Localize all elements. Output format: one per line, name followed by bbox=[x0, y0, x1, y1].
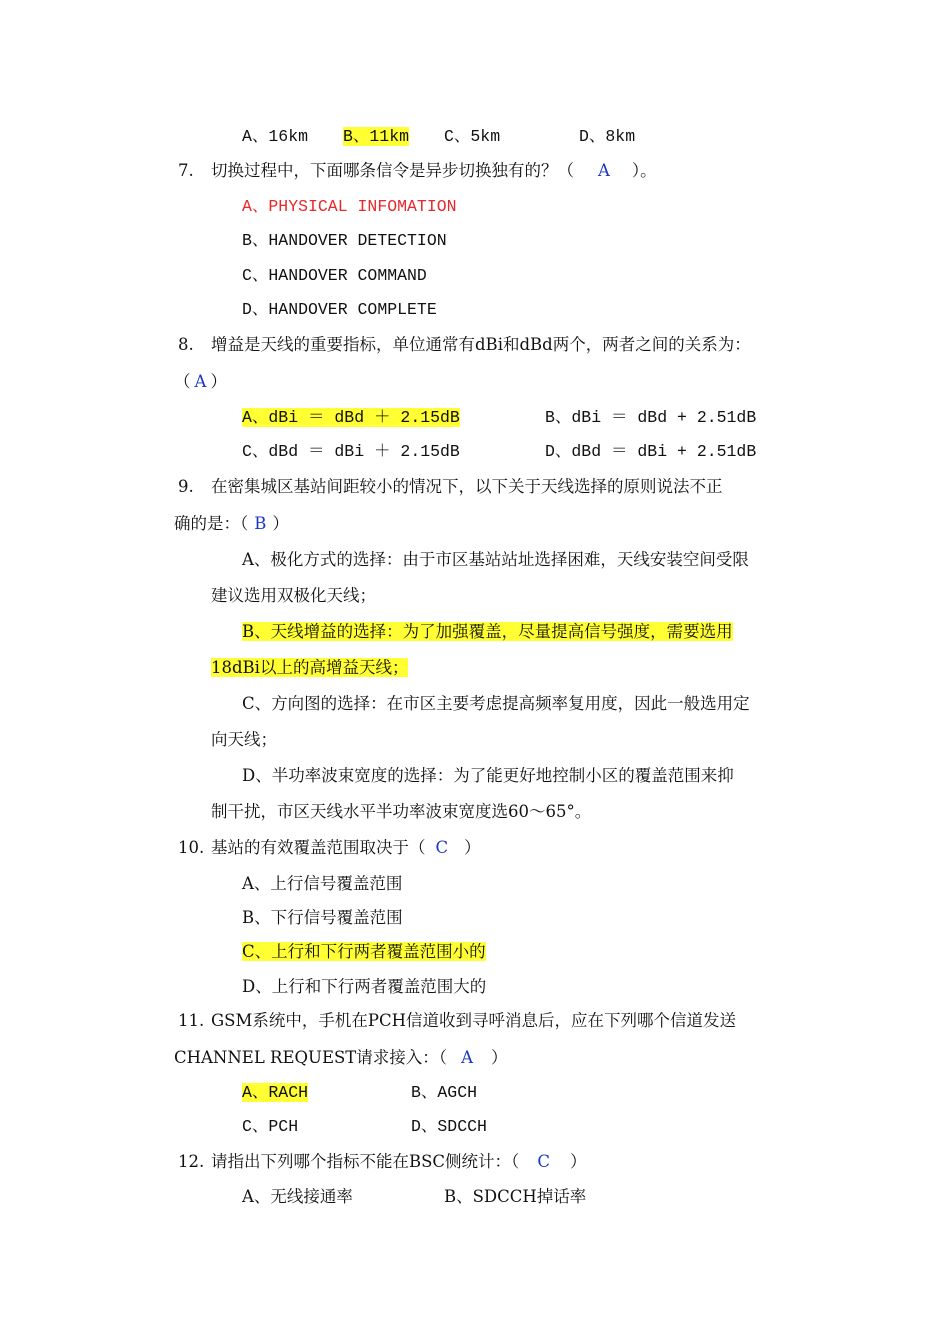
question-9-option-b-line2-correct bbox=[211, 657, 408, 679]
question-10-option-b: B、下行信号覆盖范围 bbox=[242, 908, 403, 927]
question-11-option-b: B、AGCH bbox=[411, 1083, 478, 1102]
question-7-stem bbox=[211, 160, 657, 182]
paren-close: ） bbox=[210, 372, 227, 391]
highlight: 18dBi以上的高增益天线； bbox=[211, 658, 409, 677]
question-9-option-d-line2: 制干扰，市区天线水平半功率波束宽度选60～65°。 bbox=[211, 802, 592, 821]
question-9-option-c-line1: C、方向图的选择：在市区主要考虑提高频率复用度，因此一般选用定 bbox=[242, 694, 750, 713]
highlight: B、11km bbox=[343, 127, 410, 146]
stem-text: 请指出下列哪个指标不能在BSC侧统计：（ bbox=[211, 1152, 520, 1171]
question-7-option-c: C、HANDOVER COMMAND bbox=[242, 266, 427, 285]
question-7-option-a: A、PHYSICAL INFOMATION bbox=[242, 197, 457, 216]
question-12-option-b: B、SDCCH掉话率 bbox=[444, 1187, 587, 1206]
stem-end: ） bbox=[464, 838, 481, 857]
question-9-stem-line2 bbox=[174, 513, 289, 535]
question-8-option-c: C、dBd ＝ dBi ＋ 2.15dB bbox=[242, 442, 460, 461]
question-8-stem: 增益是天线的重要指标，单位通常有dBi和dBd两个，两者之间的关系为： bbox=[211, 335, 751, 354]
question-11-option-a-correct bbox=[242, 1082, 308, 1104]
stem-text: 切换过程中，下面哪条信令是异步切换独有的？（ bbox=[211, 161, 574, 180]
question-9-option-b-line1-correct bbox=[242, 621, 733, 643]
question-7-number: 7. bbox=[178, 161, 194, 180]
question-10-option-a: A、上行信号覆盖范围 bbox=[242, 874, 403, 893]
question-9-option-a-line1: A、极化方式的选择：由于市区基站站址选择困难，天线安装空间受限 bbox=[242, 550, 749, 569]
question-12-number: 12. bbox=[178, 1152, 205, 1171]
question-11-option-c: C、PCH bbox=[242, 1117, 299, 1136]
question-7-option-b: B、HANDOVER DETECTION bbox=[242, 231, 447, 250]
question-8-option-b: B、dBi ＝ dBd + 2.51dB bbox=[545, 408, 757, 427]
question-8-answer-line bbox=[174, 371, 227, 393]
answer-letter: B bbox=[254, 514, 267, 533]
highlight: C、上行和下行两者覆盖范围小的 bbox=[242, 942, 486, 961]
stem-end: ） bbox=[569, 1152, 587, 1171]
question-11-stem-line2 bbox=[174, 1047, 507, 1069]
question-10-stem bbox=[211, 837, 481, 859]
question-8-option-a-correct bbox=[242, 407, 460, 429]
question-10-option-d: D、上行和下行两者覆盖范围大的 bbox=[242, 977, 487, 996]
stem-end: ） bbox=[490, 1048, 508, 1067]
stem-text: CHANNEL REQUEST请求接入：（ bbox=[174, 1048, 448, 1067]
question-7-option-d: D、HANDOVER COMPLETE bbox=[242, 300, 437, 319]
question-9-option-c-line2: 向天线； bbox=[211, 730, 277, 749]
answer-letter: C bbox=[435, 838, 449, 857]
question-9-option-d-line1: D、半功率波束宽度的选择：为了能更好地控制小区的覆盖范围来抑 bbox=[242, 766, 734, 785]
answer-letter: A bbox=[461, 1048, 473, 1067]
paren-open: （ bbox=[174, 372, 191, 391]
answer-letter: A bbox=[598, 161, 610, 180]
highlight: A、dBi ＝ dBd ＋ 2.15dB bbox=[242, 408, 460, 427]
highlight: A、RACH bbox=[242, 1083, 309, 1102]
question-9-option-a-line2: 建议选用双极化天线； bbox=[211, 586, 376, 605]
stem-text: 确的是：（ bbox=[174, 514, 249, 533]
option-d: D、8km bbox=[579, 127, 636, 146]
answer-letter: A bbox=[194, 372, 207, 391]
question-9-number: 9. bbox=[178, 477, 194, 496]
question-12-stem bbox=[211, 1151, 586, 1173]
option-a: A、16km bbox=[242, 127, 309, 146]
option-b-correct bbox=[343, 126, 409, 148]
stem-end: ） bbox=[272, 514, 289, 533]
question-10-option-c-correct bbox=[242, 941, 486, 963]
question-11-stem-line1: GSM系统中，手机在PCH信道收到寻呼消息后，应在下列哪个信道发送 bbox=[211, 1011, 736, 1030]
question-11-option-d: D、SDCCH bbox=[411, 1117, 487, 1136]
answer-letter: C bbox=[537, 1152, 550, 1171]
question-12-option-a: A、无线接通率 bbox=[242, 1187, 353, 1206]
question-10-number: 10. bbox=[178, 838, 205, 857]
question-11-number: 11. bbox=[178, 1011, 205, 1030]
option-c: C、5km bbox=[444, 127, 501, 146]
question-9-stem-line1: 在密集城区基站间距较小的情况下，以下关于天线选择的原则说法不正 bbox=[211, 477, 723, 496]
question-8-number: 8. bbox=[178, 335, 194, 354]
stem-text: 基站的有效覆盖范围取决于（ bbox=[211, 838, 426, 857]
stem-end: ）。 bbox=[631, 161, 657, 180]
question-8-option-d: D、dBd ＝ dBi + 2.51dB bbox=[545, 442, 757, 461]
highlight: B、天线增益的选择：为了加强覆盖，尽量提高信号强度，需要选用 bbox=[242, 622, 733, 641]
